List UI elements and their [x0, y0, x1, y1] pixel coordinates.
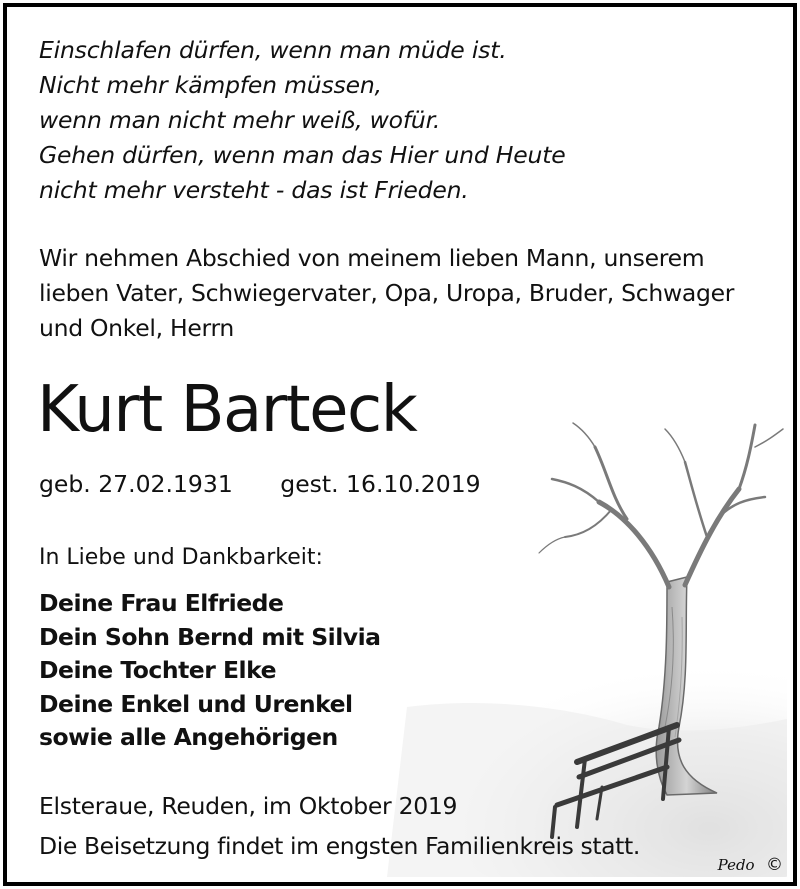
obituary-card [3, 3, 797, 886]
intro-line: Wir nehmen Abschied von meinem lieben Mann, unserem [39, 244, 705, 272]
burial-note: Die Beisetzung findet im engsten Familienkreis statt. [39, 832, 640, 860]
copyright-icon: © [766, 855, 783, 875]
poem [39, 33, 566, 208]
poem-line: Gehen dürfen, wenn man das Hier und Heute [39, 141, 566, 169]
relatives-list [39, 587, 381, 755]
death-date: gest. 16.10.2019 [280, 470, 481, 498]
poem-line: Nicht mehr kämpfen müssen, [39, 71, 382, 99]
artist-signature: Pedo [717, 856, 755, 874]
relative-item: Deine Enkel und Urenkel [39, 689, 353, 718]
poem-line: wenn man nicht mehr weiß, wofür. [39, 106, 441, 134]
relative-item: Deine Tochter Elke [39, 656, 277, 684]
intro-line: und Onkel, Herrn [39, 314, 234, 342]
place-and-date: Elsteraue, Reuden, im Oktober 2019 [39, 792, 458, 820]
poem-line: Einschlafen dürfen, wenn man müde ist. [39, 36, 507, 64]
relative-item: sowie alle Angehörigen [39, 723, 338, 751]
intro-line: lieben Vater, Schwiegervater, Opa, Uropa, Bruder, Schwager [39, 279, 735, 307]
life-dates [39, 470, 481, 498]
deceased-name: Kurt Barteck [37, 373, 417, 447]
relative-item: Deine Frau Elfriede [39, 589, 284, 617]
farewell-intro [39, 241, 734, 346]
poem-line: nicht mehr versteht - das ist Frieden. [39, 176, 469, 204]
artist-credit [718, 855, 783, 875]
thanks-heading: In Liebe und Dankbarkeit: [39, 545, 323, 570]
birth-date: geb. 27.02.1931 [39, 470, 233, 498]
relative-item: Dein Sohn Bernd mit Silvia [39, 622, 381, 651]
